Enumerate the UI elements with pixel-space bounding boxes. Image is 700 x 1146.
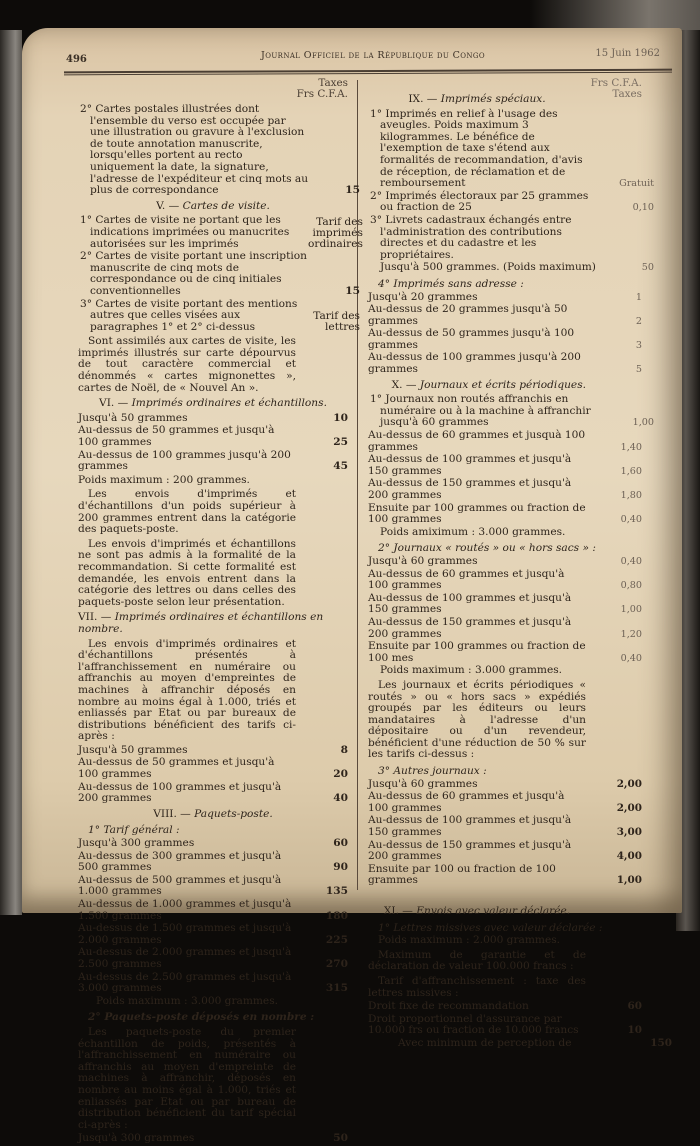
- tariff-row: [368, 591, 642, 616]
- colhead-line: Frs C.F.A.: [296, 88, 348, 100]
- tariff-row: [78, 1133, 348, 1145]
- row-label: Jusqu'à 50 grammes: [78, 411, 188, 424]
- paragraph: Les journaux et écrits périodiques « routés » ou « hors sacs » expédiés groupés par les éditeurs ou leurs mandataires à l'adresse d'un dépositaire ou d'un revendeur, bénéficient d'une réduction de 50 % sur les tarifs ci-dessus :: [368, 678, 586, 761]
- row-label: Au-dessus de 150 grammes et jusqu'à 200 grammes: [368, 615, 572, 640]
- paragraph: Les envois d'imprimés et échantillons ne sont pas admis à la formalité de la recommandation. Si cette formalité est demandée, les envois entrent dans la catégorie des lettres ou dans celles des paquets-poste selon leur présentation.: [78, 537, 296, 608]
- section-name: Cartes de visite.: [182, 199, 270, 212]
- tariff-row: [368, 567, 642, 592]
- row-value: 1,60: [620, 465, 642, 477]
- row-label: 1° Cartes de visite ne portant que les indications imprimées ou manucrites autorisées sur les imprimés: [80, 214, 290, 250]
- paragraph: Les paquets-poste du premier échantillon de poids, présentés à l'affranchissement en numéraire ou affranchis au moyen d'empreinte de machines à affranchir, déposés en nombre au moins égal à 1.000, triés et enliassés par Etat ou par bureau de distribution bénéficient du tarif spécial ci-après :: [78, 1025, 296, 1131]
- row-label: Ensuite par 100 ou fraction de 100 grammes: [368, 862, 556, 887]
- row-value: 45: [333, 460, 348, 473]
- row-label: Au-dessus de 60 grammes et jusqu'à 100 grammes: [368, 567, 565, 592]
- row-label: 1° Journaux non routés affranchis en numéraire ou à la machine à affranchir jusqu'à 60 grammes: [370, 393, 591, 429]
- page-stack-edge: [0, 30, 22, 915]
- max-weight: Poids maximum : 2.000 grammes.: [378, 934, 561, 947]
- journal-title: Journal Officiel de la République du Congo: [261, 50, 486, 61]
- tariff-row: [368, 814, 642, 839]
- row-label: Jusqu'à 60 grammes: [368, 554, 478, 567]
- row-label: 2° Cartes postales illustrées dont l'ensemble du verso est occupée par une illustration ou gravure à l'exclusion de toute annotation manuscrite, lorsqu'elles portent au recto uniquement la date, la signature, l'adresse de l'expéditeur et cinq mots au plus de correspondance: [80, 103, 309, 197]
- row-label: 3° Cartes de visite portant des mentions autres que celles visées aux paragraphes 1° et 2° ci-dessus: [80, 297, 298, 333]
- row-value: 10: [333, 411, 348, 424]
- row-value: Tarif des imprimés ordinaires: [308, 216, 363, 251]
- row-value: 0,10: [632, 202, 654, 214]
- tariff-row: [78, 947, 348, 970]
- paragraph: Les envois d'imprimés ordinaires et d'échantillons présentés à l'affranchissement en numéraire ou affranchis au moyen d'empreintes de machines à affranchir déposés en nombre au moins égal à 1.000, triés et enliassés par Etat ou par bureaux de distributions bénéficient des tarifs ci-après :: [78, 637, 296, 743]
- row-label: Jusqu'à 50 grammes: [78, 743, 188, 756]
- tariff-row: [78, 745, 348, 757]
- section-title-vi: [78, 398, 348, 410]
- row-value: 0,40: [620, 514, 642, 526]
- row-label: Au-dessus de 150 grammes et jusqu'à 200 grammes: [368, 838, 572, 863]
- row-value: 315: [325, 982, 348, 995]
- column-header-taxes: [586, 78, 642, 100]
- section-name: Journaux et écrits périodiques.: [419, 378, 586, 391]
- row-value: 150: [650, 1036, 672, 1049]
- tariff-row: [368, 453, 642, 477]
- row-value: Gratuit: [619, 178, 654, 190]
- row-value: 1,00: [616, 874, 642, 887]
- row-value: 135: [325, 885, 348, 898]
- tariff-row: [78, 103, 360, 197]
- tariff-row: [78, 425, 348, 448]
- tariff-row: [368, 777, 642, 791]
- section-num: X. —: [391, 378, 417, 391]
- row-value: 0,40: [620, 555, 642, 567]
- row-label: Jusqu'à 300 grammes: [78, 1132, 195, 1145]
- row-value: 225: [325, 933, 348, 946]
- paragraph: Les envois d'imprimés et d'échantillons d'un poids supérieur à 200 grammes entrent dans la catégorie des paquets-poste.: [78, 488, 296, 536]
- tariff-row: [78, 214, 363, 251]
- row-label: Au-dessus de 100 grammes et jusqu'à 150 grammes: [368, 453, 572, 477]
- subsection-title: 2° Journaux « routés » ou « hors sacs » :: [378, 542, 596, 555]
- row-value: 50: [333, 1132, 348, 1145]
- row-label: Avec minimum de perception de: [398, 1036, 572, 1049]
- row-value: Tarif des lettres: [313, 310, 360, 334]
- section-title-xi: [368, 906, 586, 918]
- row-label: Au-dessus de 1.500 grammes et jusqu'à 2.000 grammes: [78, 922, 292, 946]
- tariff-row: [78, 838, 348, 850]
- row-value: 50: [641, 262, 654, 274]
- row-label: 2° Cartes de visite portant une inscription manuscrite de cinq mots de correspondance ou de cinq initiales conventionnelles: [80, 250, 307, 297]
- left-column: [78, 77, 363, 1146]
- row-label: Ensuite par 100 grammes ou fraction de 100 mes: [368, 640, 586, 664]
- row-value: 1,20: [620, 628, 642, 640]
- row-value: 2,00: [616, 777, 642, 790]
- tariff-row: [78, 450, 348, 473]
- section-title-ix: [368, 94, 586, 106]
- tariff-row: [368, 790, 642, 814]
- tariff-row: [78, 413, 348, 425]
- row-value: 90: [333, 861, 348, 874]
- row-value: 3,00: [616, 826, 642, 839]
- row-label: Jusqu'à 60 grammes: [368, 777, 478, 790]
- subsection-title: 1° Lettres missives avec valeur déclarée :: [378, 921, 603, 934]
- row-label: Au-dessus de 100 grammes et jusqu'à 200 grammes: [78, 780, 282, 805]
- row-value: 1: [635, 291, 642, 303]
- max-weight: Poids maximum : 3.000 grammes.: [95, 994, 278, 1007]
- section-title-v: [78, 201, 348, 213]
- row-value: 1,00: [632, 417, 654, 429]
- row-label: Au-dessus de 20 grammes jusqu'à 50 grammes: [368, 303, 568, 327]
- section-num: VI. —: [99, 397, 129, 410]
- section-name: Envois avec valeur déclarée.: [416, 905, 571, 917]
- tariff-row: [368, 107, 654, 190]
- subsection-title: 1° Tarif général :: [88, 824, 180, 837]
- row-label: Droit fixe de recommandation: [368, 1000, 529, 1013]
- row-label: Au-dessus de 50 grammes et jusqu'à 100 grammes: [78, 424, 275, 449]
- section-name: Imprimés ordinaires et échantillons en nombre.: [78, 611, 324, 635]
- row-label: Au-dessus de 100 grammes et jusqu'à 150 grammes: [368, 591, 572, 616]
- max-weight: Poids maximum : 3.000 grammes.: [380, 664, 563, 677]
- row-label: Au-dessus de 50 grammes jusqu'à 100 grammes: [368, 327, 575, 351]
- row-label: 1° Imprimés en relief à l'usage des aveugles. Poids maximum 3 kilogrammes. Le bénéfice de l'exemption de taxe s'étend aux formalités de recommandation, d'avis de réception, de réclamation et de remboursement: [370, 107, 583, 190]
- max-weight: Poids amiximum : 3.000 grammes.: [380, 525, 566, 538]
- row-label: Au-dessus de 500 grammes et jusqu'à 1.000 grammes: [78, 873, 282, 898]
- tariff-row: [78, 899, 348, 922]
- row-label: Jusqu'à 20 grammes: [368, 290, 478, 303]
- row-value: 0,80: [620, 580, 642, 592]
- row-label: Jusqu'à 300 grammes: [78, 837, 195, 850]
- paragraph: Sont assimilés aux cartes de visite, les imprimés illustrés sur carte dépourvus de tout caractère commercial et dénommés « cartes mignonettes », cartes de Noël, de « Nouvel An ».: [78, 335, 296, 394]
- colhead-line: Taxes: [612, 88, 642, 100]
- row-value: 25: [333, 436, 348, 449]
- max-weight: Poids maximum : 200 grammes.: [78, 473, 250, 486]
- paragraph: Tarif d'affranchissement : taxe des lettres missives :: [368, 974, 586, 999]
- row-label: Au-dessus de 60 grammes et jusquà 100 grammes: [368, 429, 586, 453]
- section-title-vii: [78, 612, 348, 635]
- section-num: XI. —: [383, 905, 413, 917]
- tariff-row: [368, 640, 642, 664]
- row-label: Au-dessus de 100 grammes et jusqu'à 150 grammes: [368, 814, 572, 839]
- tariff-row: [78, 923, 348, 946]
- colhead-line: Frs C.F.A.: [590, 77, 642, 89]
- row-value: 2,00: [616, 801, 642, 814]
- section-num: VII. —: [78, 611, 112, 624]
- row-value: 4,00: [616, 850, 642, 863]
- row-label: Ensuite par 100 grammes ou fraction de 100 grammes: [368, 501, 586, 526]
- tariff-row: [368, 327, 642, 351]
- tariff-row: [368, 351, 642, 376]
- row-value: 180: [325, 909, 348, 922]
- subsection-title: 4° Imprimés sans adresse :: [378, 277, 524, 290]
- tariff-row: [368, 215, 636, 261]
- section-num: IX. —: [408, 93, 438, 105]
- row-value: 0,40: [620, 652, 642, 664]
- tariff-row: [368, 429, 642, 453]
- section-name: Imprimés ordinaires et échantillons.: [131, 397, 327, 410]
- tariff-row: [78, 297, 360, 334]
- row-label: Au-dessus de 300 grammes et jusqu'à 500 grammes: [78, 849, 282, 874]
- column-divider: [357, 80, 358, 890]
- right-column: [368, 77, 672, 1051]
- row-value: 15: [345, 184, 360, 197]
- row-label: 2° Imprimés électoraux par 25 grammes ou fraction de 25: [370, 189, 589, 214]
- tariff-row: [368, 303, 642, 327]
- row-label: Au-dessus de 150 grammes et jusqu'à 200 grammes: [368, 477, 572, 501]
- tariff-row: [368, 1036, 672, 1050]
- row-value: 270: [325, 957, 348, 970]
- section-name: Paquets-poste.: [194, 807, 273, 820]
- section-title-x: [368, 380, 586, 392]
- tariff-row: [368, 615, 642, 640]
- row-label: Au-dessus de 2.500 grammes et jusqu'à 3.000 grammes: [78, 970, 292, 995]
- tariff-row: [78, 757, 348, 780]
- subsection-title: 3° Autres journaux :: [378, 765, 487, 778]
- row-label: 3° Livrets cadastraux échangés entre l'administration des contributions directes et du cadastre et les propriétaires.: [370, 213, 572, 261]
- row-value: 40: [333, 792, 348, 805]
- section-num: V. —: [156, 199, 180, 212]
- row-value: 60: [333, 837, 348, 850]
- tariff-row: [78, 250, 360, 297]
- row-label: Au-dessus de 1.000 grammes et jusqu'à 1.500 grammes: [78, 898, 292, 922]
- subsection-title: 2° Paquets-poste déposés en nombre :: [88, 1011, 315, 1024]
- tariff-row: [368, 393, 654, 429]
- page-header: [66, 48, 666, 66]
- paragraph: Maximum de garantie et de déclaration de valeur 100.000 francs :: [368, 948, 586, 973]
- tariff-row: [78, 875, 348, 898]
- row-value: 1,80: [620, 490, 642, 501]
- row-value: 10: [627, 1024, 642, 1037]
- tariff-row: [78, 972, 348, 995]
- tariff-row: [368, 261, 654, 274]
- tariff-row: [368, 290, 642, 304]
- section-num: VIII. —: [153, 807, 191, 820]
- row-value: 8: [340, 743, 348, 756]
- row-label: Au-dessus de 60 grammes et jusqu'à 100 grammes: [368, 790, 565, 814]
- tariff-row: [368, 1012, 642, 1037]
- row-value: 1,00: [620, 604, 642, 616]
- tariff-row: [368, 862, 642, 887]
- row-value: 15: [345, 284, 360, 297]
- row-value: 1,40: [620, 441, 642, 453]
- row-value: 60: [627, 1000, 642, 1013]
- background-blur: [530, 0, 700, 30]
- row-value: 2: [635, 315, 642, 327]
- row-label: Au-dessus de 100 grammes jusqu'à 200 grammes: [368, 351, 581, 376]
- page-number: 496: [66, 54, 87, 65]
- row-label: Jusqu'à 500 grammes. (Poids maximum): [380, 261, 596, 274]
- tariff-row: [368, 189, 654, 214]
- issue-date: 15 Juin 1962: [595, 48, 660, 59]
- row-label: Au-dessus de 2.000 grammes et jusqu'à 2.500 grammes: [78, 946, 292, 970]
- tariff-row: [368, 554, 642, 568]
- row-value: 5: [635, 364, 642, 376]
- tariff-row: [368, 477, 642, 501]
- section-title-viii: [78, 809, 348, 821]
- column-header-taxes: [296, 78, 348, 100]
- row-label: Au-dessus de 50 grammes et jusqu'à 100 grammes: [78, 756, 275, 781]
- tariff-row: [78, 851, 348, 874]
- section-name: Imprimés spéciaux.: [440, 93, 546, 105]
- row-label: Droit proportionnel d'assurance par 10.000 frs ou fraction de 10.000 francs: [368, 1012, 579, 1037]
- tariff-row: [368, 501, 642, 526]
- row-label: Au-dessus de 100 grammes jusqu'à 200 grammes: [78, 448, 291, 473]
- row-value: 20: [333, 768, 348, 781]
- tariff-row: [368, 1000, 642, 1013]
- tariff-row: [368, 838, 642, 863]
- tariff-row: [78, 782, 348, 805]
- colhead-line: Taxes: [318, 77, 348, 89]
- row-value: 3: [635, 339, 642, 351]
